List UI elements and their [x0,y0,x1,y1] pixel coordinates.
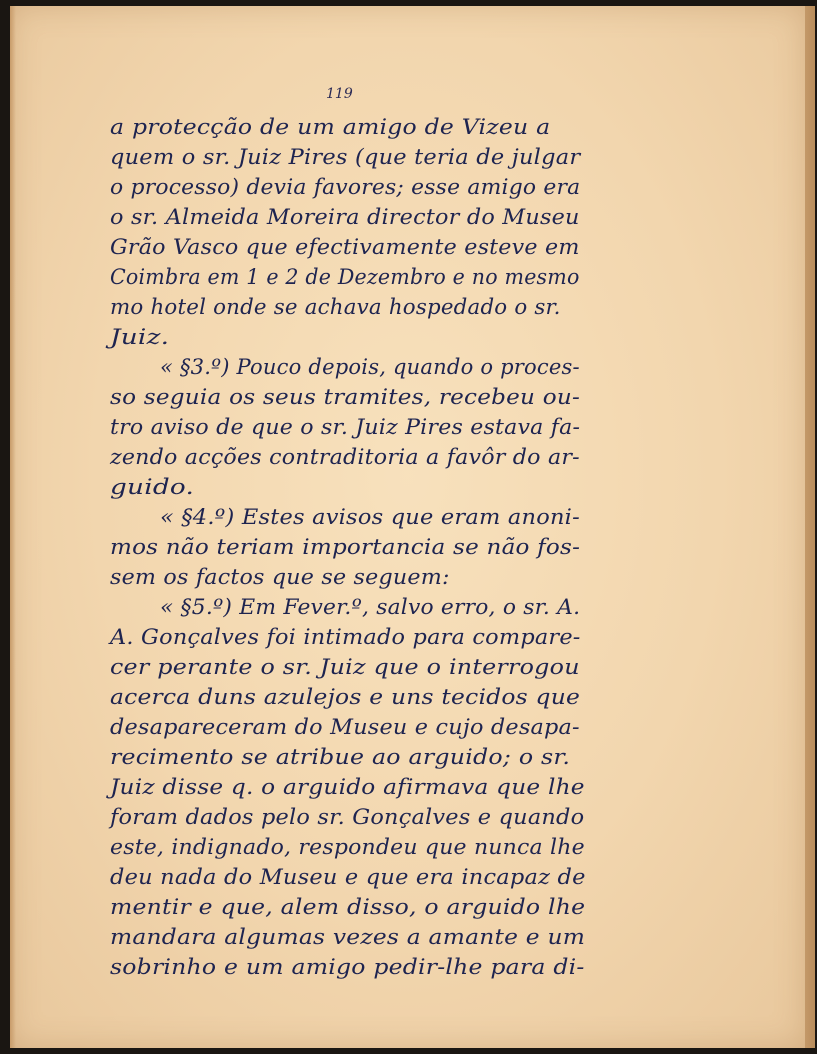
text-line: tro aviso de que o sr. Juiz Pires estava fa- [110,415,581,439]
text-line: sem os factos que se seguem: [110,565,450,589]
text-line: « §4.º) Estes avisos que eram anoni- [160,505,580,529]
text-line: mentir e que, alem disso, o arguido lhe [110,895,586,919]
text-line: quem o sr. Juiz Pires (que teria de julgar [110,145,581,169]
text-line: « §3.º) Pouco depois, quando o proces- [160,355,580,379]
text-line: Juiz. [110,325,170,349]
page-number: 119 [326,86,353,102]
text-line: sobrinho e um amigo pedir-lhe para di- [110,955,585,979]
text-line: desapareceram do Museu e cujo desapa- [110,715,580,739]
text-line: mandara algumas vezes a amante e um [110,925,586,949]
text-line: Grão Vasco que efectivamente esteve em [110,235,580,259]
text-line: mos não teriam importancia se não fos- [110,535,581,559]
text-line: o sr. Almeida Moreira director do Museu [110,205,580,229]
text-line: este, indignado, respondeu que nunca lhe [110,835,585,859]
text-line: acerca duns azulejos e uns tecidos que [110,685,581,709]
text-line: Coimbra em 1 e 2 de Dezembro e no mesmo [110,265,580,289]
text-line: mo hotel onde se achava hospedado o sr. [110,295,561,319]
text-line: guido. [110,475,195,499]
text-line: deu nada do Museu e que era incapaz de [110,865,586,889]
text-line: foram dados pelo sr. Gonçalves e quando [110,805,585,829]
text-line: o processo) devia favores; esse amigo era [110,175,581,199]
text-line: A. Gonçalves foi intimado para compare- [110,625,581,649]
text-line: a protecção de um amigo de Vizeu a [110,115,551,139]
text-line: zendo acções contraditoria a favôr do ar- [110,445,580,469]
text-line: « §5.º) Em Fever.º, salvo erro, o sr. A. [160,595,581,619]
text-line: recimento se atribue ao arguido; o sr. [110,745,571,769]
text-line: cer perante o sr. Juiz que o interrogou [110,655,580,679]
text-line: so seguia os seus tramites, recebeu ou- [110,385,580,409]
text-line: Juiz disse q. o arguido afirmava que lhe [110,775,585,799]
